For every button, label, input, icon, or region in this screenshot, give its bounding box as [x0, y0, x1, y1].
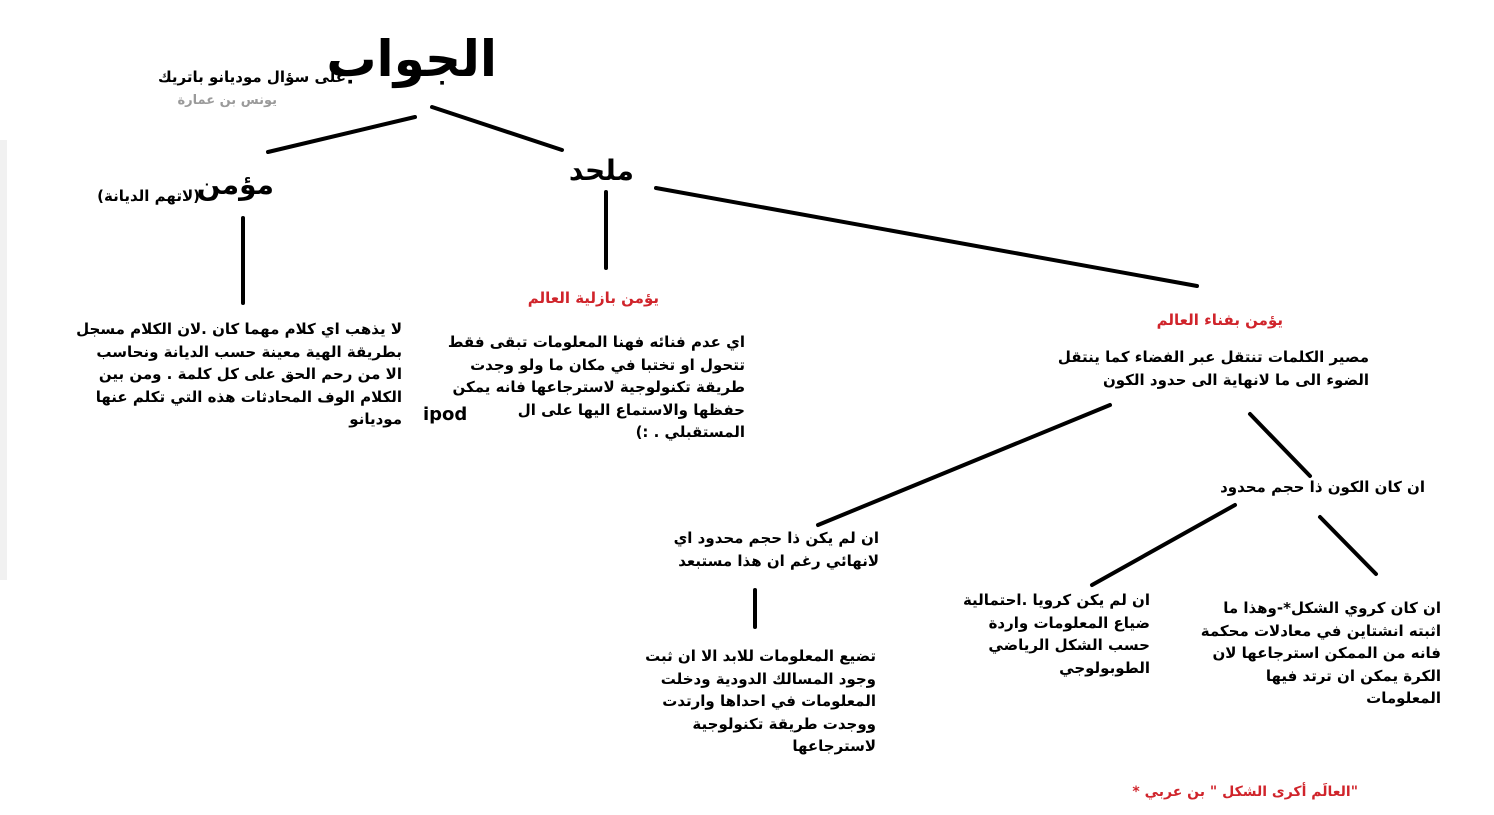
infinite-result-line: المعلومات في احداها وارتدت: [662, 692, 876, 710]
eternity-text-line: اي عدم فنائه فهنا المعلومات تبقى فقط: [447, 333, 745, 351]
infinite-result-line: تضيع المعلومات للابد الا ان ثبت: [645, 647, 876, 665]
annihilation-text-line: مصير الكلمات تنتقل عبر الفضاء كما ينتقل: [1057, 348, 1369, 366]
believer-text-line: الا من رحم الحق على كل كلمة . ومن بين: [98, 365, 402, 383]
eternity-text-line: حفظها والاستماع اليها على ال: [517, 400, 745, 419]
annihilation-text-line: الضوء الى ما لانهاية الى حدود الكون: [1102, 370, 1369, 389]
finite-label: ان كان الكون ذا حجم محدود: [1220, 478, 1425, 496]
ipod-word: ipod: [423, 404, 468, 425]
line-finite-to-spherical: [1320, 517, 1376, 574]
title-author: يونس بن عمارة: [177, 93, 277, 108]
line-finite-to-not-spherical: [1092, 505, 1235, 585]
infinite-text-line: لانهائي رغم ان هذا مستبعد: [678, 551, 879, 570]
spherical-line: المعلومات: [1366, 689, 1441, 707]
line-title-to-believer: [268, 117, 415, 152]
title-subtitle: على سؤال موديانو باتريك: [157, 68, 346, 86]
atheist-label: ملحد: [568, 154, 634, 187]
annihilation-text: [1058, 346, 1369, 391]
believer-label: مؤمن: [196, 168, 274, 201]
believer-text-line: بطريقة الهية معينة حسب الديانة ونحاسب: [96, 342, 402, 361]
believer-note: (لاتهم الديانة): [97, 187, 200, 205]
eternity-text: [448, 331, 745, 444]
line-atheist-to-annihilation: [656, 188, 1197, 286]
title-main: الجواب: [326, 30, 497, 88]
eternity-text-line: طريقة تكنولوجية لاسترجاعها فانه يمكن: [452, 378, 745, 396]
line-annihilation-to-finite: [1250, 414, 1310, 476]
infinite-text: [674, 527, 879, 572]
spherical-line: اثبته انشتاين في معادلات محكمة: [1200, 621, 1441, 640]
spherical-line: فانه من الممكن استرجاعها لان: [1212, 644, 1441, 662]
believer-text-line: موديانو: [349, 410, 402, 428]
line-annihilation-to-infinite: [818, 405, 1110, 525]
infinite-text-line: ان لم يكن ذا حجم محدود اي: [673, 529, 879, 547]
believer-text-line: الكلام الوف المحادثات هذه التي تكلم عنها: [95, 387, 402, 406]
infinite-result-text: [645, 645, 876, 758]
believer-text-line: لا يذهب اي كلام مهما كان .لان الكلام مسجل: [76, 320, 402, 338]
not-spherical-text: [963, 589, 1150, 679]
infinite-result-line: وجود المسالك الدودية ودخلت: [660, 669, 876, 688]
annihilation-label: يؤمن بفناء العالم: [1156, 311, 1283, 329]
spherical-text: [1201, 597, 1441, 710]
believer-text: [76, 318, 402, 431]
not-spherical-line: الطوبولوجي: [1059, 658, 1150, 677]
footnote: "العالَم أكرى الشكل " بن عربي *: [1132, 784, 1358, 800]
spherical-line: ان كان كروي الشكل*-وهذا ما: [1223, 599, 1441, 617]
not-spherical-line: ضياع المعلومات واردة: [988, 613, 1150, 632]
eternity-text-line: المستقبلي . :): [635, 423, 745, 441]
not-spherical-line: حسب الشكل الرياضي: [988, 636, 1150, 654]
infinite-result-line: ووجدت طريقة تكنولوجية: [692, 714, 876, 733]
infinite-result-line: لاسترجاعها: [792, 737, 876, 755]
not-spherical-line: ان لم يكن كرويا .احتمالية: [962, 591, 1150, 609]
line-title-to-atheist: [432, 107, 562, 150]
eternity-label: يؤمن بازلية العالم: [527, 289, 659, 307]
spherical-line: الكرة يمكن ان ترتد فيها: [1265, 666, 1441, 685]
eternity-text-line: تتحول او تختبا في مكان ما ولو وجدت: [470, 355, 745, 374]
